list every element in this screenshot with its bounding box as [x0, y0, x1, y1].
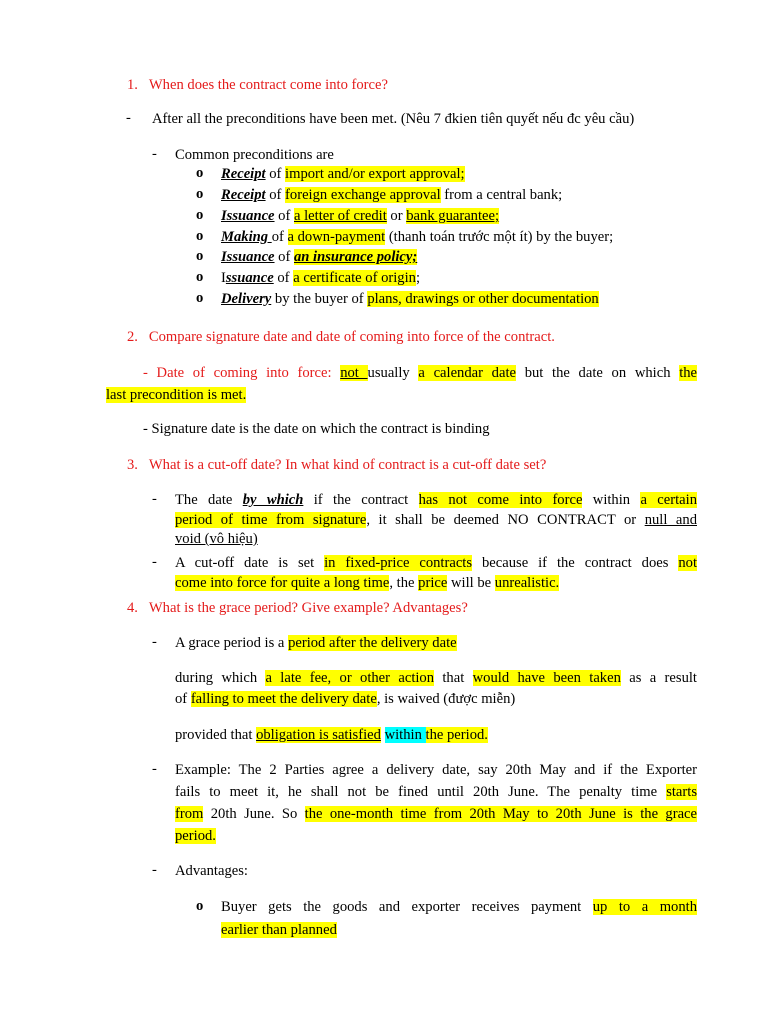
q3-bullet-1-line-2: period of time from signature, it shall be deemed NO CONTRACT or null and: [175, 512, 697, 528]
q4-para-2: provided that obligation is satisfied within the period.: [175, 727, 488, 743]
q2-para-1-cont: last precondition is met.: [106, 387, 247, 403]
q1-item-1: Receipt of import and/or export approval;: [221, 166, 465, 182]
q3-bullet-2-line-2: come into force for quite a long time, the price will be unrealistic.: [175, 575, 560, 591]
bullet-marker: o: [196, 248, 204, 264]
dash-marker: -: [152, 761, 157, 777]
bullet-marker: o: [196, 269, 204, 285]
q4-example-line-4: period.: [175, 828, 216, 844]
bullet-marker: o: [196, 207, 204, 223]
q4-title: What is the grace period? Give example? Advantages?: [148, 600, 468, 616]
dash-marker: -: [126, 110, 131, 126]
q2-title: Compare signature date and date of coming into force of the contract.: [148, 329, 555, 345]
q1-title: When does the contract come into force?: [148, 77, 388, 93]
q1-sub-lead: Common preconditions are: [175, 147, 334, 163]
q1-item-7: Delivery by the buyer of plans, drawings or other documentation: [221, 291, 599, 307]
q2-number: 2.: [127, 329, 138, 345]
q3-bullet-2-line-1: A cut-off date is set in fixed-price contracts because if the contract does not: [175, 555, 698, 571]
dash-marker: -: [152, 634, 157, 650]
dash-marker: -: [152, 862, 157, 878]
q4-example-line-2: fails to meet it, he shall not be fined until 20th June. The penalty time starts: [175, 784, 697, 800]
q1-heading: [127, 76, 388, 94]
q1-item-3: Issuance of a letter of credit or bank guarantee;: [221, 208, 500, 224]
q2-para-1: - Date of coming into force: not usually a calendar date but the date on which the: [143, 365, 698, 381]
q4-advantage-1-line-2: earlier than planned: [221, 922, 337, 938]
q4-example-line-1: Example: The 2 Parties agree a delivery date, say 20th May and if the Exporter: [175, 762, 697, 778]
q4-example-line-3: from 20th June. So the one-month time from 20th May to 20th June is the grace: [175, 806, 698, 822]
q2-heading: [127, 328, 555, 346]
q1-answer: After all the preconditions have been met. (Nêu 7 đkien tiên quyết nếu đc yêu cầu): [152, 111, 635, 127]
bullet-marker: o: [196, 165, 204, 181]
q4-para-1-cont: of falling to meet the delivery date, is waived (được miễn): [175, 691, 516, 707]
q2-para-2: - Signature date is the date on which the contract is binding: [143, 421, 490, 437]
dash-marker: -: [152, 491, 157, 507]
q1-number: 1.: [127, 77, 138, 93]
dash-marker: -: [152, 554, 157, 570]
q4-advantages-label: Advantages:: [175, 863, 248, 879]
bullet-marker: o: [196, 186, 204, 202]
q1-item-2: Receipt of foreign exchange approval from a central bank;: [221, 187, 563, 203]
q3-bullet-1-line-3: void (vô hiệu): [175, 531, 258, 547]
q3-bullet-1-line-1: The date by which if the contract has not come into force within a certain: [175, 492, 697, 508]
q4-heading: [127, 599, 468, 617]
q4-para-1: during which a late fee, or other action that would have been taken as a result: [175, 670, 697, 686]
q1-item-4: Making of a down-payment (thanh toán trước một ít) by the buyer;: [221, 229, 614, 245]
q4-advantage-1-line-1: Buyer gets the goods and exporter receives payment up to a month: [221, 899, 697, 915]
q3-number: 3.: [127, 457, 138, 473]
q1-item-6: Issuance of a certificate of origin;: [221, 270, 421, 286]
bullet-marker: o: [196, 228, 204, 244]
q3-heading: [127, 456, 546, 474]
q4-bullet-1: A grace period is a period after the delivery date: [175, 635, 457, 651]
dash-marker: -: [152, 146, 157, 162]
bullet-marker: o: [196, 290, 204, 306]
q1-item-5: Issuance of an insurance policy;: [221, 249, 418, 265]
q3-title: What is a cut-off date? In what kind of contract is a cut-off date set?: [148, 457, 547, 473]
q4-number: 4.: [127, 600, 138, 616]
bullet-marker: o: [196, 898, 204, 914]
